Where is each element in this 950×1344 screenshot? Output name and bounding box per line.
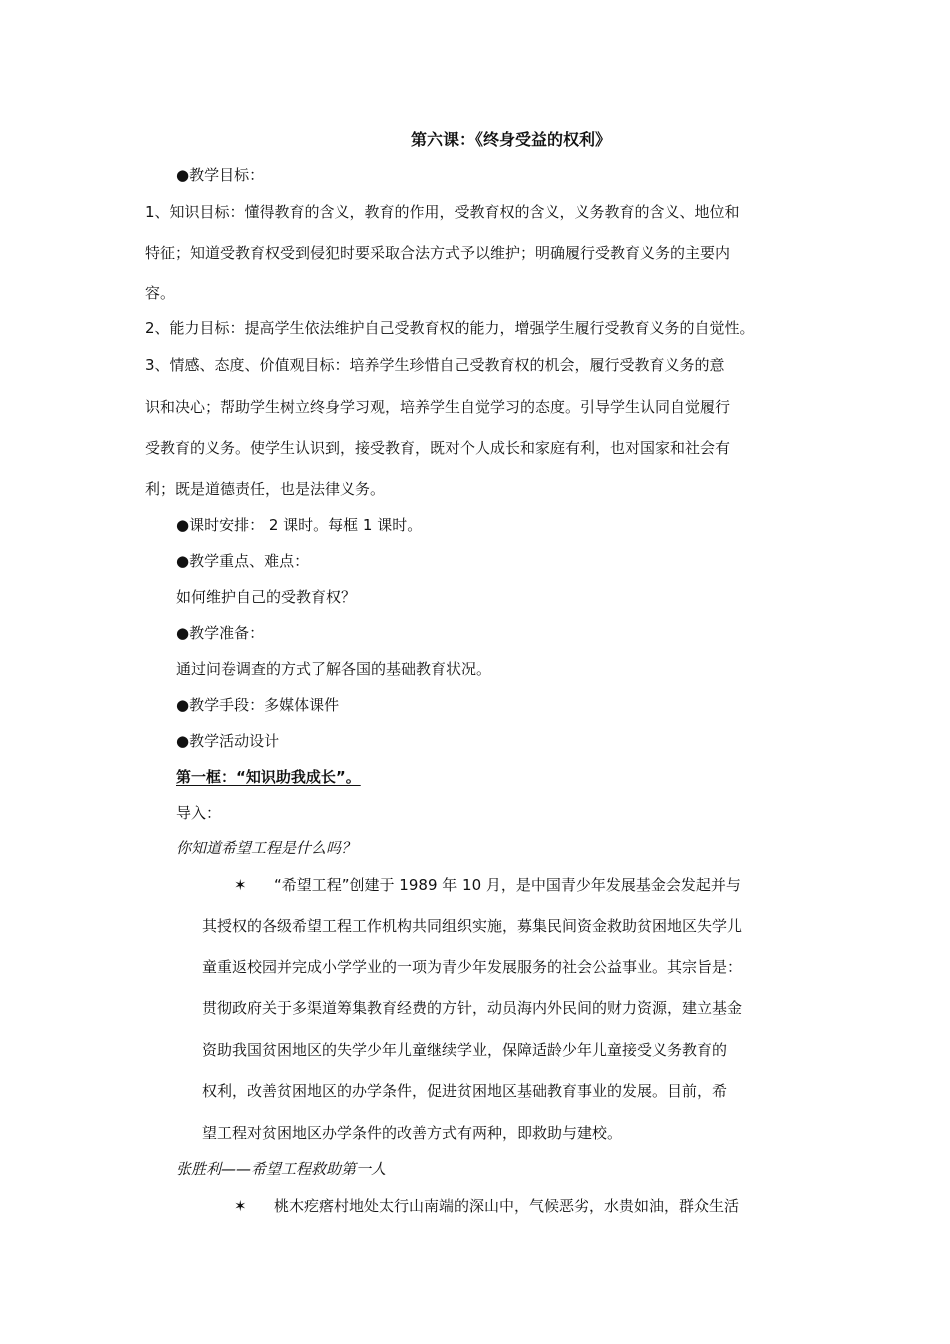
schedule: ●课时安排： 2 课时。每框 1 课时。 [176,516,423,534]
activity-heading: ●教学活动设计 [176,732,280,750]
knowledge-goal-line-2: 特征；知道受教育权受到侵犯时要采取合法方式予以维护；明确履行受教育义务的主要内 [145,244,731,262]
paragraph-line-3: 童重返校园并完成小学学业的一项为青少年发展服务的社会公益事业。其宗旨是： [202,958,743,976]
paragraph-line-2: 其授权的各级希望工程工作机构共同组织实施，募集民间资金救助贫困地区失学儿 [202,917,743,935]
emotion-goal-line-4: 利；既是道德责任，也是法律义务。 [145,480,386,498]
section-heading: 第一框：“知识助我成长”。 [176,768,361,786]
prep-heading: ●教学准备： [176,624,265,642]
story-text: 桃木疙瘩村地处太行山南端的深山中，气候恶劣，水贵如油，群众生活 [274,1197,740,1215]
star-bullet-icon: ✶ [234,876,247,894]
emotion-goal-line-2: 识和决心；帮助学生树立终身学习观，培养学生自觉学习的态度。引导学生认同自觉履行 [145,398,731,416]
emotion-goal-line-3: 受教育的义务。使学生认识到，接受教育，既对个人成长和家庭有利，也对国家和社会有 [145,439,731,457]
knowledge-goal-line-3: 容。 [145,284,176,302]
paragraph-line-7: 望工程对贫困地区办学条件的改善方式有两种，即救助与建校。 [202,1124,623,1142]
intro-label: 导入： [176,804,222,822]
prep: 通过问卷调查的方式了解各国的基础教育状况。 [176,660,492,678]
paragraph-line-4: 贯彻政府关于多渠道筹集教育经费的方针，动员海内外民间的财力资源，建立基金 [202,999,743,1017]
star-bullet-icon: ✶ [234,1197,247,1215]
paragraph-text: “希望工程”创建于 1989 年 10 月，是中国青少年发展基金会发起并与 [274,876,741,894]
means: ●教学手段：多媒体课件 [176,696,340,714]
emotion-goal-line-1: 3、情感、态度、价值观目标：培养学生珍惜自己受教育权的机会，履行受教育义务的意 [145,356,725,374]
lesson-title: 第六课：《终身受益的权利》 [410,130,611,149]
paragraph-line-6: 权利，改善贫困地区的办学条件，促进贫困地区基础教育事业的发展。目前，希 [202,1082,728,1100]
goals-heading: ●教学目标： [176,166,265,184]
key-points-heading: ●教学重点、难点： [176,552,310,570]
knowledge-goal-line-1: 1、知识目标：懂得教育的含义，教育的作用，受教育权的含义，义务教育的含义、地位和 [145,203,740,221]
ability-goal: 2、能力目标：提高学生依法维护自己受教育权的能力，增强学生履行受教育义务的自觉性。 [145,319,755,337]
key-points: 如何维护自己的受教育权？ [176,588,357,606]
paragraph-line-5: 资助我国贫困地区的失学少年儿童继续学业，保障适龄少年儿童接受义务教育的 [202,1041,728,1059]
paragraph-line-1 [234,875,741,895]
story-heading: 张胜利——希望工程救助第一人 [176,1160,387,1178]
question-hope-project: 你知道希望工程是什么吗？ [176,839,357,857]
story-line-1 [234,1196,739,1216]
